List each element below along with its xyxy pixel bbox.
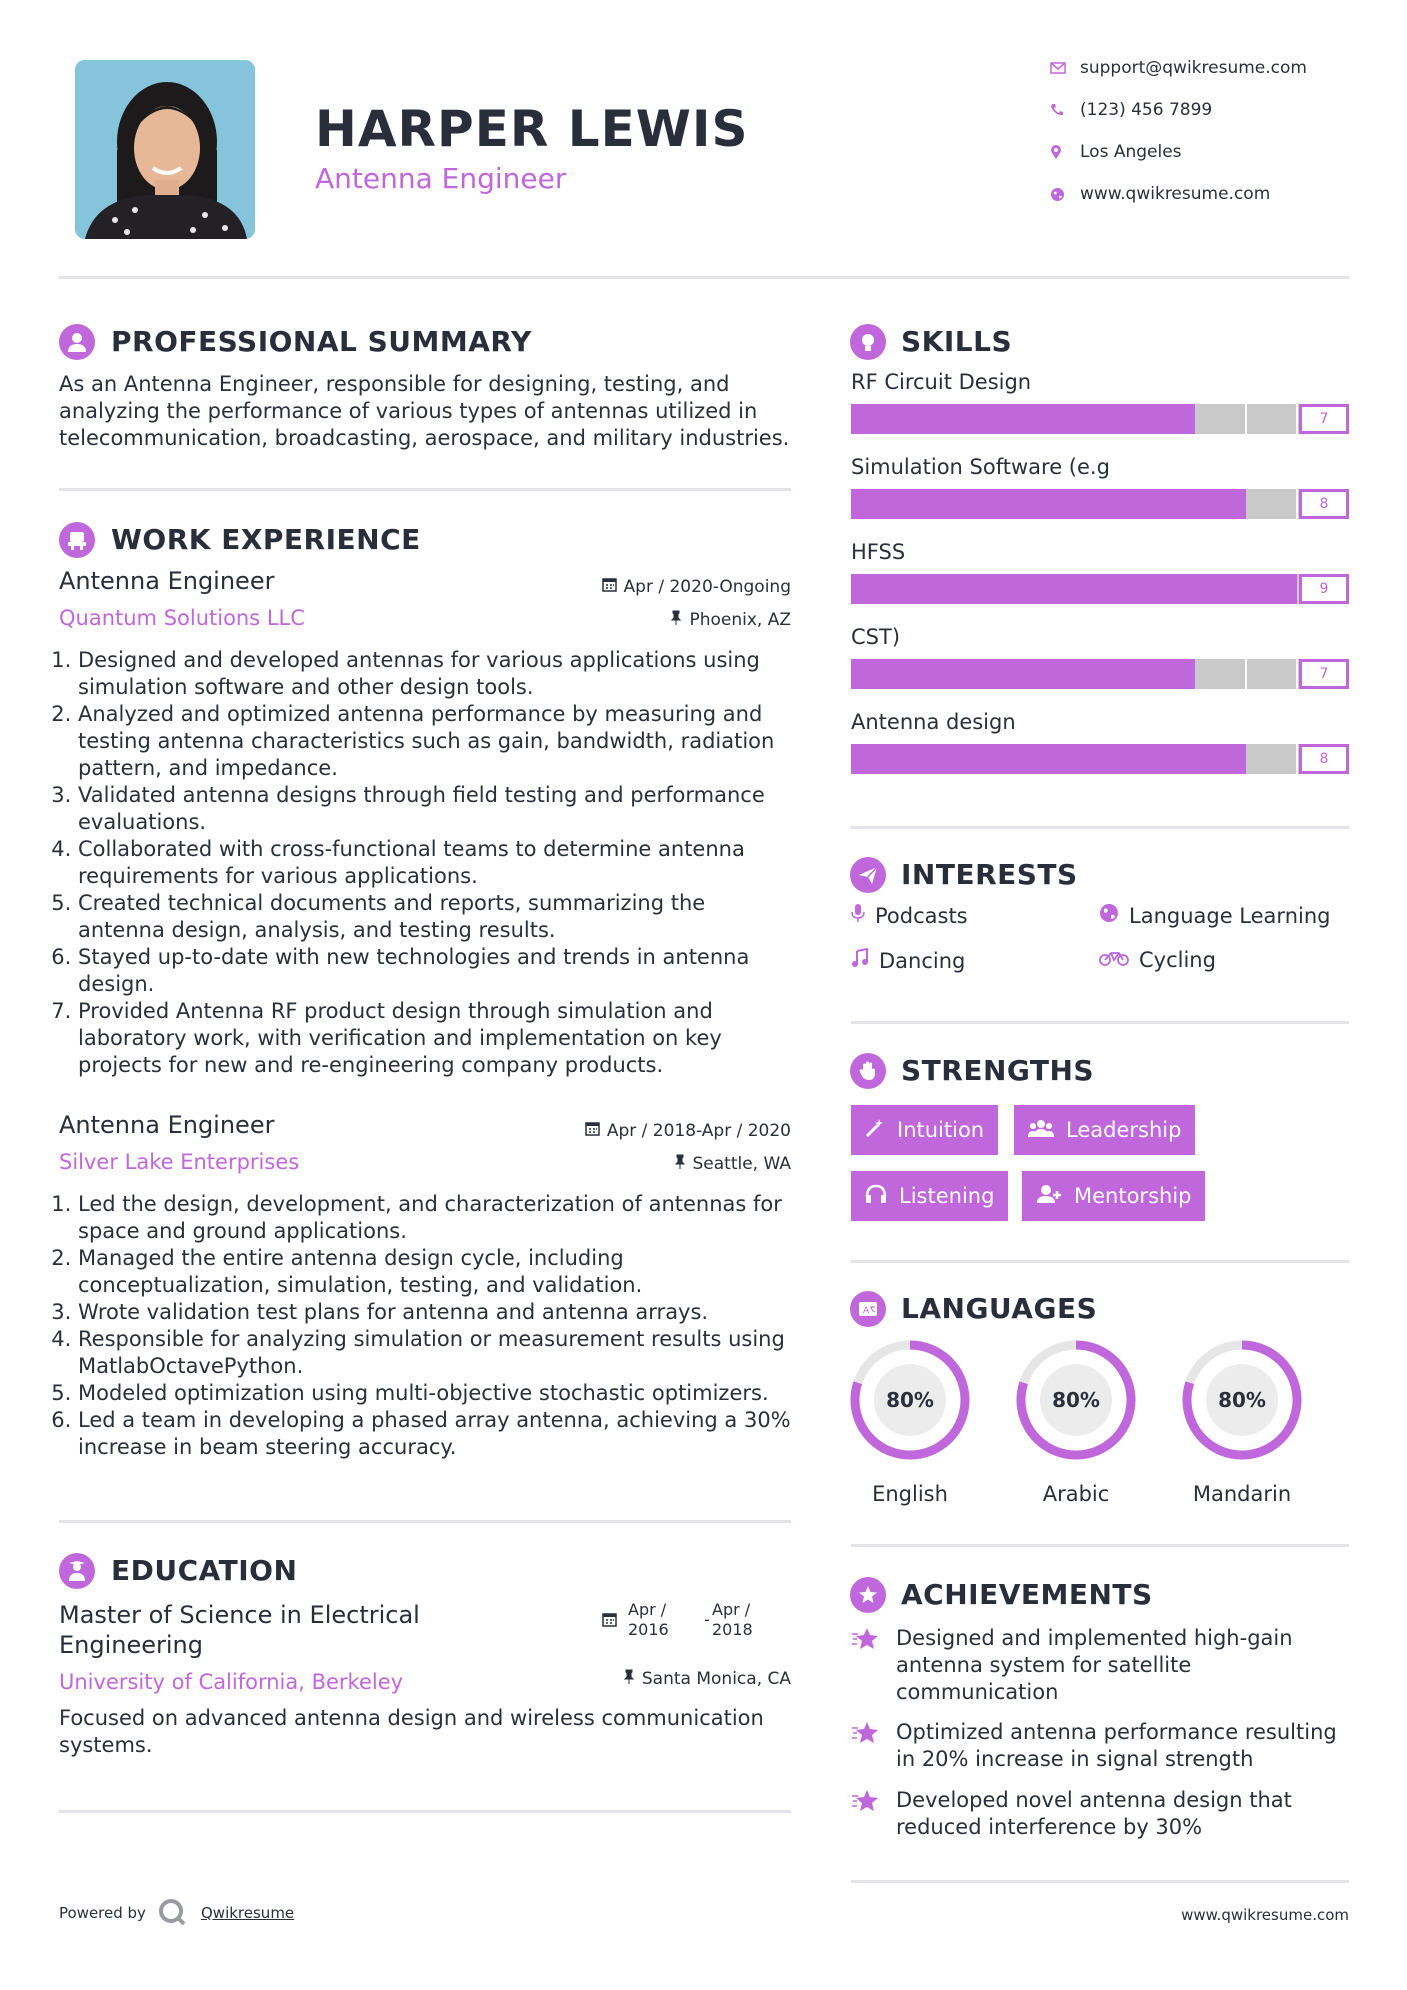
responsibility-item bbox=[78, 701, 799, 782]
achievement-line: communication bbox=[896, 1680, 1059, 1704]
skill-bar-segment bbox=[999, 659, 1048, 689]
strengths-title: STRENGTHS bbox=[901, 1054, 1095, 1087]
job-location-text: Seattle, WA bbox=[692, 1154, 791, 1174]
skill-bar-segment bbox=[950, 744, 999, 774]
skill-bar-segment bbox=[1099, 574, 1149, 604]
strength-intuition bbox=[851, 1105, 998, 1155]
responsibility-line: 6. Led a team in developing a phased array antenna, achieving a 30% bbox=[78, 1408, 791, 1432]
skill-level-value: 7 bbox=[1299, 659, 1349, 689]
responsibility-item bbox=[78, 1191, 799, 1245]
svg-text:A: A bbox=[863, 1306, 870, 1316]
user-plus-icon bbox=[1036, 1184, 1062, 1209]
hand-icon bbox=[850, 1053, 886, 1089]
responsibility-line: 1. Led the design, development, and characterization of antennas for bbox=[78, 1192, 782, 1216]
strength-label: Leadership bbox=[1066, 1118, 1182, 1142]
responsibility-line: 7. Provided Antenna RF product design through simulation and bbox=[78, 999, 713, 1023]
skill-item bbox=[851, 370, 1349, 455]
skill-name: HFSS bbox=[851, 540, 906, 564]
responsibility-item bbox=[78, 998, 799, 1079]
globe-icon bbox=[1099, 903, 1119, 928]
skill-bar-segment bbox=[1195, 659, 1246, 689]
skills-divider bbox=[851, 826, 1349, 829]
education-description-line: systems. bbox=[59, 1733, 153, 1757]
job-location bbox=[670, 610, 791, 630]
skill-name: CST) bbox=[851, 625, 901, 649]
pushpin-icon bbox=[670, 610, 682, 630]
envelope-icon bbox=[1050, 62, 1080, 74]
skill-bar-segment bbox=[1146, 404, 1195, 434]
language-progress-ring bbox=[1006, 1330, 1146, 1470]
skill-bar-segment bbox=[900, 659, 949, 689]
language-name: Arabic bbox=[1042, 1482, 1110, 1506]
skill-bar-segment bbox=[1197, 744, 1246, 774]
language-percent: 80% bbox=[886, 1388, 934, 1412]
skill-bar-segment bbox=[1049, 744, 1098, 774]
globe-icon bbox=[1050, 187, 1080, 202]
strengths-divider bbox=[851, 1260, 1349, 1263]
responsibility-item bbox=[78, 1407, 799, 1461]
language-percent: 80% bbox=[1218, 1388, 1266, 1412]
language-percent: 80% bbox=[1052, 1388, 1100, 1412]
star-icon bbox=[851, 1720, 881, 1750]
responsibility-line: evaluations. bbox=[78, 810, 207, 834]
skill-bar-segment bbox=[851, 659, 900, 689]
skill-bar-segment bbox=[1098, 489, 1147, 519]
candidate-role: Antenna Engineer bbox=[315, 162, 567, 195]
strength-label: Listening bbox=[899, 1184, 995, 1208]
skill-bar-segment bbox=[901, 574, 951, 604]
skill-bar-segment bbox=[851, 404, 900, 434]
responsibility-line: testing antenna characteristics such as gain, bandwidth, radiation bbox=[78, 729, 775, 753]
skill-bar-segment bbox=[1149, 574, 1199, 604]
responsibility-item bbox=[78, 1380, 799, 1407]
school-name: University of California, Berkeley bbox=[59, 1670, 404, 1694]
qwikresume-logo-icon bbox=[157, 1897, 187, 1931]
responsibility-line: laboratory work, with verification and implementation on key bbox=[78, 1026, 722, 1050]
candidate-name: HARPER LEWIS bbox=[315, 100, 749, 158]
interest-label: Cycling bbox=[1139, 948, 1216, 972]
skill-bar-segment bbox=[851, 744, 900, 774]
pushpin-icon bbox=[623, 1669, 635, 1689]
skill-bar-segment bbox=[851, 574, 901, 604]
responsibility-item bbox=[78, 1326, 799, 1380]
user-circle-icon bbox=[59, 324, 95, 360]
language-icon bbox=[850, 1291, 886, 1327]
skill-bar-segment bbox=[900, 404, 949, 434]
interest-language-learning bbox=[1099, 903, 1330, 928]
languages-divider bbox=[851, 1544, 1349, 1547]
experience-title: WORK EXPERIENCE bbox=[111, 523, 421, 556]
languages-title: LANGUAGES bbox=[901, 1292, 1098, 1325]
degree-line: Engineering bbox=[59, 1631, 203, 1659]
responsibility-line: 4. Responsible for analyzing simulation or measurement results using bbox=[78, 1327, 785, 1351]
interest-label: Dancing bbox=[879, 948, 966, 973]
responsibility-line: 1. Designed and developed antennas for various applications using bbox=[78, 648, 760, 672]
language-progress-ring bbox=[840, 1330, 980, 1470]
skill-bar-segment bbox=[1098, 744, 1147, 774]
skill-bar-segment bbox=[1097, 659, 1146, 689]
skill-level-value: 9 bbox=[1299, 574, 1349, 604]
interest-dancing bbox=[851, 948, 965, 973]
skill-item bbox=[851, 710, 1349, 795]
contact-email-text: support@qwikresume.com bbox=[1080, 58, 1307, 78]
profile-photo bbox=[75, 60, 255, 239]
responsibility-item bbox=[78, 1299, 799, 1326]
skill-bar-segment bbox=[1048, 404, 1097, 434]
responsibility-line: requirements for various applications. bbox=[78, 864, 478, 888]
interest-label: Language Learning bbox=[1129, 903, 1331, 928]
contact-phone[interactable] bbox=[1050, 100, 1212, 120]
skill-level-bar bbox=[851, 574, 1349, 604]
skill-bar-segment bbox=[1049, 574, 1099, 604]
strength-mentorship bbox=[1022, 1171, 1205, 1221]
job-responsibilities bbox=[59, 647, 799, 1079]
interest-label: Podcasts bbox=[875, 903, 968, 928]
skill-bar-segment bbox=[900, 489, 949, 519]
star-icon bbox=[851, 1788, 881, 1818]
responsibility-line: 5. Modeled optimization using multi-objective stochastic optimizers. bbox=[78, 1381, 769, 1405]
summary-title: PROFESSIONAL SUMMARY bbox=[111, 325, 532, 358]
achievement-line: Designed and implemented high-gain bbox=[896, 1626, 1293, 1650]
degree-title bbox=[59, 1600, 420, 1660]
skill-level-value: 7 bbox=[1299, 404, 1349, 434]
responsibility-line: 3. Validated antenna designs through field testing and performance bbox=[78, 783, 765, 807]
education-location-text: Santa Monica, CA bbox=[641, 1669, 791, 1689]
responsibility-line: projects for new and re-engineering company products. bbox=[78, 1053, 664, 1077]
responsibility-line: space and ground applications. bbox=[78, 1219, 407, 1243]
music-icon bbox=[851, 948, 869, 973]
education-location bbox=[623, 1669, 791, 1689]
responsibility-line: pattern, and impedance. bbox=[78, 756, 338, 780]
job-dates-text: Apr / 2018-Apr / 2020 bbox=[606, 1121, 791, 1141]
summary-line: telecommunication, broadcasting, aerospace, and military industries. bbox=[59, 426, 790, 450]
job-dates bbox=[585, 1121, 791, 1141]
achievement-line: antenna system for satellite bbox=[896, 1653, 1192, 1677]
contact-email[interactable] bbox=[1050, 58, 1307, 78]
responsibility-line: 2. Analyzed and optimized antenna performance by measuring and bbox=[78, 702, 763, 726]
interests-title: INTERESTS bbox=[901, 858, 1078, 891]
languages-list bbox=[840, 1330, 1360, 1510]
star-icon bbox=[851, 1626, 881, 1656]
skill-bar-segment bbox=[1247, 404, 1298, 434]
responsibility-line: increase in beam steering accuracy. bbox=[78, 1435, 457, 1459]
microphone-icon bbox=[851, 903, 865, 928]
language-name: English bbox=[872, 1482, 948, 1506]
education-dash: - bbox=[704, 1610, 710, 1629]
responsibility-line: antenna design, analysis, and testing results. bbox=[78, 918, 556, 942]
skill-level-bar bbox=[851, 489, 1349, 519]
contact-phone-text: (123) 456 7899 bbox=[1080, 100, 1213, 120]
skill-name: Antenna design bbox=[851, 710, 1016, 734]
pushpin-icon bbox=[674, 1154, 686, 1174]
skill-bar-segment bbox=[1246, 744, 1297, 774]
skill-name: RF Circuit Design bbox=[851, 370, 1032, 394]
language-progress-ring bbox=[1172, 1330, 1312, 1470]
responsibility-line: 6. Stayed up-to-date with new technologies and trends in antenna bbox=[78, 945, 750, 969]
skill-bar-segment bbox=[949, 404, 998, 434]
job-location-text: Phoenix, AZ bbox=[689, 610, 791, 630]
responsibility-line: 4. Collaborated with cross-functional teams to determine antenna bbox=[78, 837, 745, 861]
skill-bar-segment bbox=[1146, 659, 1195, 689]
calendar-icon bbox=[602, 1612, 617, 1631]
skill-level-value: 8 bbox=[1299, 489, 1349, 519]
skill-item bbox=[851, 625, 1349, 710]
achievement-item bbox=[896, 1625, 1351, 1706]
job-dates bbox=[602, 577, 791, 597]
responsibility-item bbox=[78, 890, 799, 944]
skill-bar-segment bbox=[999, 744, 1048, 774]
responsibility-item bbox=[78, 647, 799, 701]
responsibility-line: design. bbox=[78, 972, 155, 996]
achievement-item bbox=[896, 1787, 1351, 1841]
job-company: Quantum Solutions LLC bbox=[59, 606, 305, 630]
experience-divider bbox=[59, 1520, 791, 1523]
responsibility-line: MatlabOctavePython. bbox=[78, 1354, 304, 1378]
language-item bbox=[1006, 1330, 1146, 1506]
contact-website-text: www.qwikresume.com bbox=[1080, 184, 1271, 204]
achievement-item bbox=[896, 1719, 1351, 1773]
skill-bar-segment bbox=[1198, 574, 1248, 604]
education-divider bbox=[59, 1810, 791, 1813]
calendar-icon bbox=[585, 1121, 600, 1141]
skill-bar-segment bbox=[949, 659, 998, 689]
map-pin-icon bbox=[1050, 144, 1080, 160]
responsibility-line: 2. Managed the entire antenna design cycle, including bbox=[78, 1246, 624, 1270]
users-icon bbox=[1028, 1118, 1054, 1143]
education-description bbox=[59, 1705, 799, 1759]
magic-wand-icon bbox=[865, 1118, 885, 1143]
responsibility-line: 5. Created technical documents and reports, summarizing the bbox=[78, 891, 706, 915]
footer-url[interactable]: www.qwikresume.com bbox=[1181, 1906, 1349, 1924]
qwikresume-link[interactable]: Qwikresume bbox=[201, 1904, 295, 1922]
lightbulb-icon bbox=[850, 324, 886, 360]
education-start-year: 2016 bbox=[628, 1620, 669, 1639]
graduation-icon bbox=[59, 1553, 95, 1589]
job-title: Antenna Engineer bbox=[59, 1111, 275, 1139]
education-description-line: Focused on advanced antenna design and wireless communication bbox=[59, 1706, 764, 1730]
strength-label: Mentorship bbox=[1074, 1184, 1192, 1208]
job-title: Antenna Engineer bbox=[59, 567, 275, 595]
education-start-month: Apr / bbox=[628, 1600, 667, 1619]
job-location bbox=[674, 1154, 792, 1174]
skill-bar-segment bbox=[851, 489, 900, 519]
skill-bar-segment bbox=[1248, 574, 1298, 604]
skill-level-bar bbox=[851, 659, 1349, 689]
trophy-icon bbox=[850, 1577, 886, 1613]
skill-bar-segment bbox=[1195, 404, 1246, 434]
responsibility-item bbox=[78, 836, 799, 890]
interest-podcasts bbox=[851, 903, 968, 928]
skill-bar-segment bbox=[1049, 489, 1098, 519]
headphones-icon bbox=[865, 1184, 887, 1209]
achievements-title: ACHIEVEMENTS bbox=[901, 1578, 1153, 1611]
skill-bar-segment bbox=[1246, 489, 1297, 519]
skill-bar-segment bbox=[1147, 489, 1196, 519]
education-end-year: 2018 bbox=[712, 1620, 753, 1639]
skill-bar-segment bbox=[1147, 744, 1196, 774]
achievement-line: in 20% increase in signal strength bbox=[896, 1747, 1254, 1771]
language-name: Mandarin bbox=[1192, 1482, 1292, 1506]
language-item bbox=[1172, 1330, 1312, 1506]
skill-item bbox=[851, 455, 1349, 540]
skill-level-bar bbox=[851, 744, 1349, 774]
strength-leadership bbox=[1014, 1105, 1195, 1155]
skill-bar-segment bbox=[950, 489, 999, 519]
responsibility-line: simulation software and other design tools. bbox=[78, 675, 534, 699]
education-end-month: Apr / bbox=[712, 1600, 751, 1619]
achievement-line: Optimized antenna performance resulting bbox=[896, 1720, 1337, 1744]
education-end bbox=[712, 1600, 753, 1640]
phone-icon bbox=[1050, 103, 1080, 117]
summary-line: As an Antenna Engineer, responsible for designing, testing, and bbox=[59, 372, 730, 396]
education-start bbox=[628, 1600, 669, 1640]
job-responsibilities bbox=[59, 1191, 799, 1461]
briefcase-icon bbox=[59, 522, 95, 558]
paper-plane-icon bbox=[850, 857, 886, 893]
skill-level-bar bbox=[851, 404, 1349, 434]
education-title: EDUCATION bbox=[111, 1554, 298, 1587]
responsibility-item bbox=[78, 944, 799, 998]
interest-cycling bbox=[1099, 948, 1216, 972]
skill-bar-segment bbox=[1247, 659, 1298, 689]
language-item bbox=[840, 1330, 980, 1506]
job-company: Silver Lake Enterprises bbox=[59, 1150, 300, 1174]
contact-website[interactable] bbox=[1050, 184, 1270, 204]
header-divider bbox=[59, 276, 1349, 279]
skill-bar-segment bbox=[950, 574, 1000, 604]
responsibility-line: 3. Wrote validation test plans for antenna and antenna arrays. bbox=[78, 1300, 709, 1324]
interests-divider bbox=[851, 1021, 1349, 1024]
skill-bar-segment bbox=[1000, 574, 1050, 604]
achievements-divider bbox=[851, 1880, 1349, 1883]
skill-item bbox=[851, 540, 1349, 625]
skill-bar-segment bbox=[999, 404, 1048, 434]
strength-listening bbox=[851, 1171, 1008, 1221]
achievement-line: reduced interference by 30% bbox=[896, 1815, 1203, 1839]
responsibility-line: conceptualization, simulation, testing, and validation. bbox=[78, 1273, 643, 1297]
skill-bar-segment bbox=[1048, 659, 1097, 689]
powered-by-label: Powered by bbox=[59, 1904, 146, 1922]
summary-divider bbox=[59, 488, 791, 491]
contact-location bbox=[1050, 142, 1182, 162]
calendar-icon bbox=[602, 577, 617, 597]
skills-title: SKILLS bbox=[901, 325, 1013, 358]
skill-level-value: 8 bbox=[1299, 744, 1349, 774]
skill-name: Simulation Software (e.g bbox=[851, 455, 1110, 479]
summary-text bbox=[59, 371, 799, 452]
achievement-line: Developed novel antenna design that bbox=[896, 1788, 1292, 1812]
responsibility-item bbox=[78, 1245, 799, 1299]
responsibility-item bbox=[78, 782, 799, 836]
skill-bar-segment bbox=[900, 744, 949, 774]
bicycle-icon bbox=[1099, 948, 1129, 972]
skill-bar-segment bbox=[999, 489, 1048, 519]
strength-label: Intuition bbox=[897, 1118, 985, 1142]
skill-bar-segment bbox=[1097, 404, 1146, 434]
skill-bar-segment bbox=[1197, 489, 1246, 519]
summary-line: analyzing the performance of various types of antennas utilized in bbox=[59, 399, 758, 423]
contact-location-text: Los Angeles bbox=[1080, 142, 1182, 162]
skills-list bbox=[851, 370, 1349, 795]
degree-line: Master of Science in Electrical bbox=[59, 1601, 420, 1629]
job-dates-text: Apr / 2020-Ongoing bbox=[623, 577, 791, 597]
